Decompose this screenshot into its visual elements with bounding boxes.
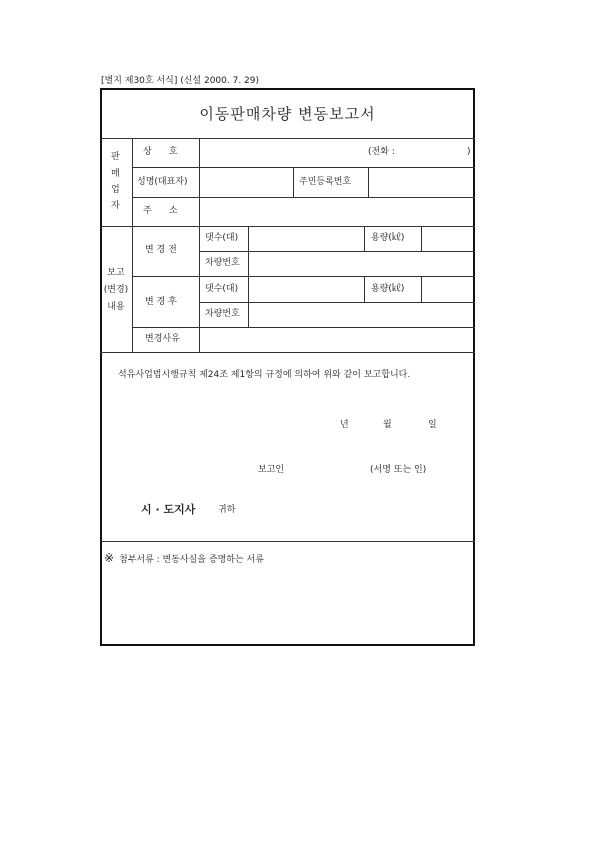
before-plate-field[interactable]: [249, 252, 474, 275]
after-count-field[interactable]: [249, 277, 363, 301]
after-change-label: 변 경 후: [145, 297, 177, 307]
divider-cap-before-left: [364, 226, 365, 251]
after-plate-label: 차량번호: [205, 309, 240, 319]
after-plate-field[interactable]: [249, 303, 474, 326]
divider-table-bottom: [100, 352, 475, 353]
before-capacity-field[interactable]: [422, 227, 474, 250]
change-reason-label: 변경사유: [145, 334, 180, 344]
divider-section-col: [132, 138, 133, 352]
representative-name-field[interactable]: [200, 168, 292, 196]
addressee-suffix: 귀하: [218, 505, 236, 515]
divider-resident-left: [293, 167, 294, 197]
form-title: 이동판매차량 변동보고서: [199, 105, 376, 123]
trade-name-label: 상 호: [143, 147, 178, 157]
addressee: 시 · 도지사: [141, 503, 196, 516]
phone-label: (전화 :: [368, 147, 395, 157]
resident-number-field[interactable]: [369, 168, 474, 196]
resident-number-label: 주민등록번호: [299, 177, 352, 187]
before-count-label: 댓수(대): [205, 233, 239, 243]
seller-section-char-3: 업: [111, 185, 120, 195]
address-field[interactable]: [200, 198, 474, 225]
after-capacity-label: 용량(㎘): [371, 284, 405, 294]
seller-section-char-4: 자: [111, 201, 120, 211]
report-section-line-2: (변경): [103, 285, 129, 295]
report-section-line-1: 보고: [107, 268, 125, 278]
date-year-label: 년: [340, 420, 349, 430]
phone-field[interactable]: [406, 142, 466, 162]
seller-section-char-1: 판: [111, 152, 120, 162]
form-number-caption: [별지 제30호 서식] (신설 2000. 7. 29): [101, 76, 260, 86]
divider-cap-after-left: [364, 276, 365, 302]
seller-section-char-2: 매: [111, 169, 120, 179]
report-statement: 석유사업법시행규칙 제24조 제1항의 규정에 의하여 위와 같이 보고합니다.: [118, 370, 411, 380]
before-capacity-label: 용량(㎘): [371, 233, 405, 243]
attachment-note: 첨부서류 : 변동사실을 증명하는 서류: [119, 555, 264, 565]
reporter-name-field[interactable]: [290, 460, 365, 478]
before-change-label: 변 경 전: [145, 245, 177, 255]
before-plate-label: 차량번호: [205, 258, 240, 268]
date-day-label: 일: [428, 420, 437, 430]
after-capacity-field[interactable]: [422, 277, 474, 301]
address-label: 주 소: [143, 206, 178, 216]
reference-mark-icon: ※: [104, 551, 115, 565]
signature-label: (서명 또는 인): [370, 465, 427, 475]
after-count-label: 댓수(대): [205, 284, 239, 294]
date-month-label: 월: [383, 420, 392, 430]
reporter-label: 보고인: [258, 465, 285, 475]
phone-close-paren: ): [467, 147, 471, 157]
change-reason-field[interactable]: [200, 328, 474, 351]
representative-name-label: 성명(대표자): [137, 177, 188, 187]
before-count-field[interactable]: [249, 227, 363, 250]
report-section-line-3: 내용: [107, 302, 125, 312]
divider-attachment: [100, 541, 475, 542]
